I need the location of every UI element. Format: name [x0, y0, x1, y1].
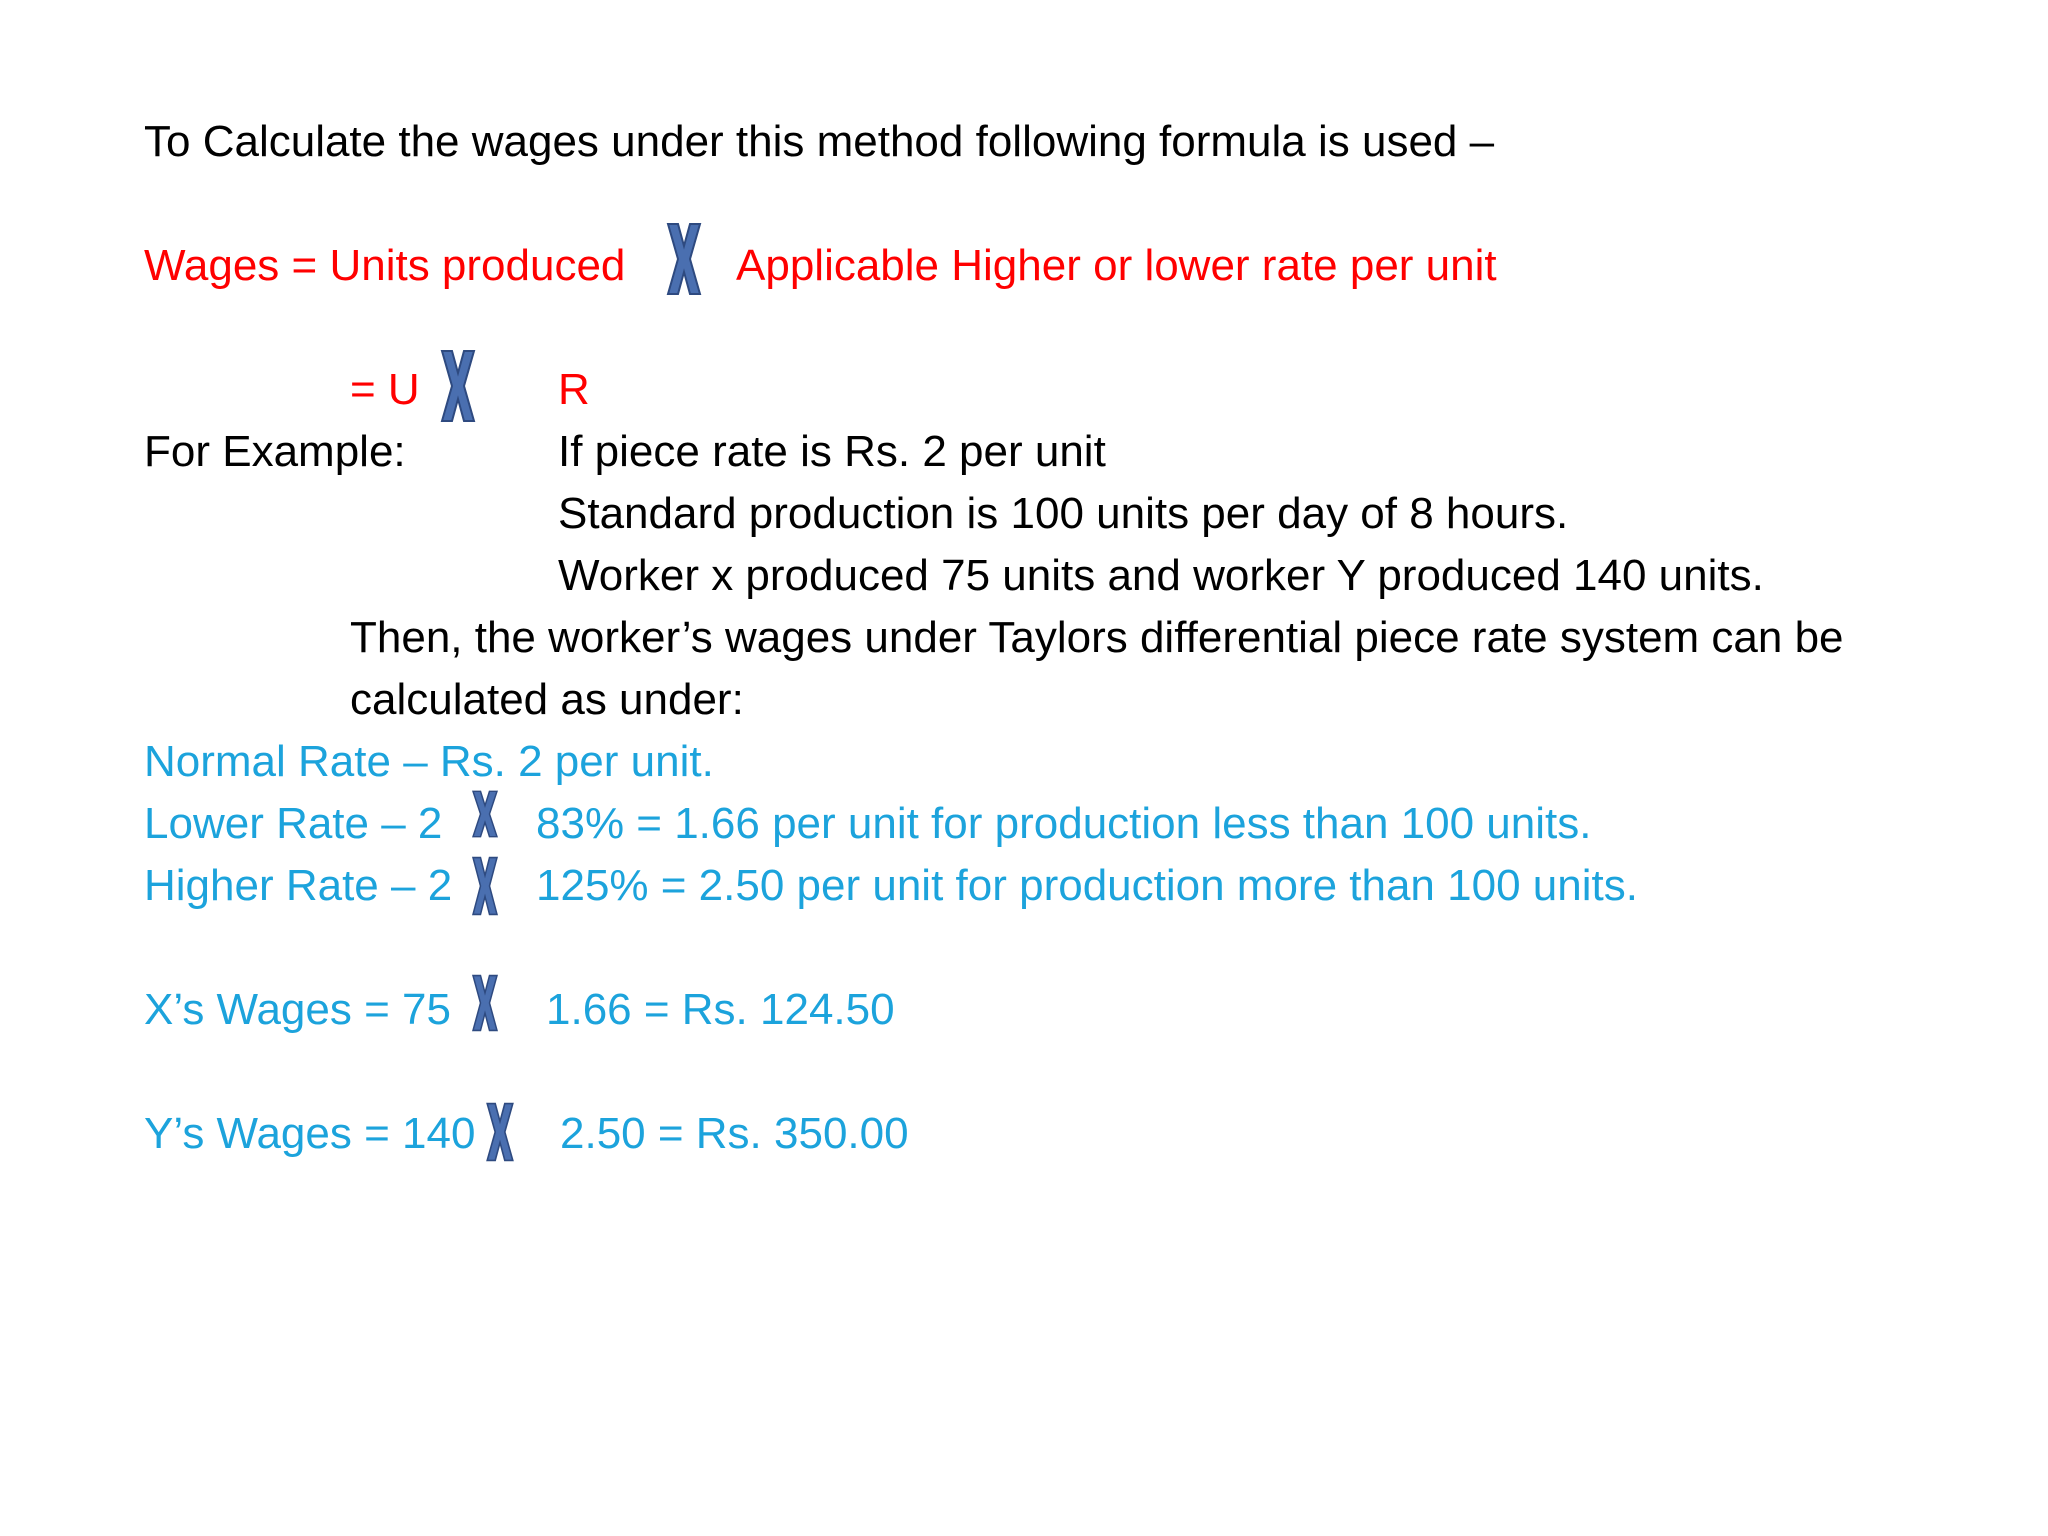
- x-wages-left: X’s Wages = 75: [144, 985, 451, 1034]
- formula-short-right: R: [558, 365, 590, 414]
- example-label: For Example:: [144, 427, 406, 476]
- multiply-x-icon: [470, 974, 500, 1032]
- example-then-line: calculated as under:: [350, 675, 744, 724]
- multiply-x-icon: [470, 790, 500, 838]
- example-line: If piece rate is Rs. 2 per unit: [558, 427, 1106, 476]
- multiply-x-icon: [470, 856, 500, 916]
- intro-text: To Calculate the wages under this method following formula is used –: [144, 117, 1495, 166]
- formula-short-left: = U: [350, 365, 420, 414]
- lower-rate-left: Lower Rate – 2: [144, 799, 443, 848]
- multiply-x-icon: [664, 222, 704, 296]
- y-wages-right: 2.50 = Rs. 350.00: [560, 1109, 909, 1158]
- x-wages-right: 1.66 = Rs. 124.50: [546, 985, 895, 1034]
- y-wages-left: Y’s Wages = 140: [144, 1109, 476, 1158]
- lower-rate-right: 83% = 1.66 per unit for production less than 100 units.: [536, 799, 1592, 848]
- higher-rate-right: 125% = 2.50 per unit for production more than 100 units.: [536, 861, 1638, 910]
- formula-left: Wages = Units produced: [144, 241, 626, 290]
- example-line: Worker x produced 75 units and worker Y produced 140 units.: [558, 551, 1764, 600]
- normal-rate: Normal Rate – Rs. 2 per unit.: [144, 737, 714, 786]
- multiply-x-icon: [438, 348, 478, 424]
- higher-rate-left: Higher Rate – 2: [144, 861, 453, 910]
- formula-right: Applicable Higher or lower rate per unit: [736, 241, 1497, 290]
- example-then-line: Then, the worker’s wages under Taylors differential piece rate system can be: [350, 613, 1844, 662]
- example-line: Standard production is 100 units per day of 8 hours.: [558, 489, 1569, 538]
- multiply-x-icon: [484, 1102, 516, 1162]
